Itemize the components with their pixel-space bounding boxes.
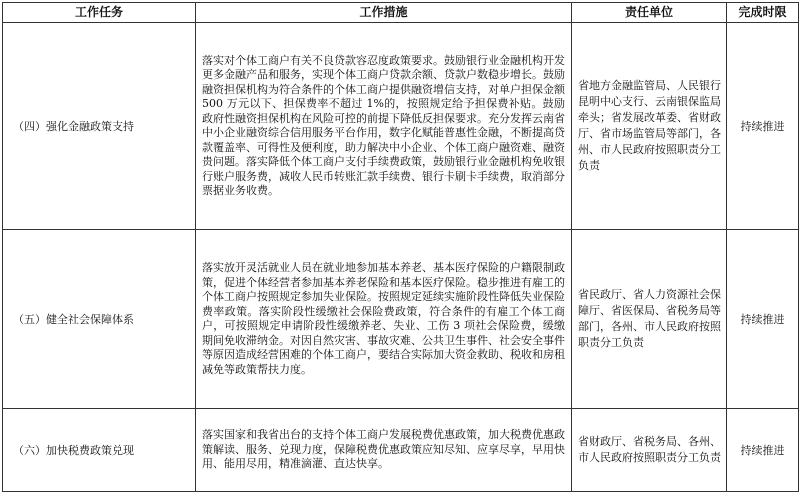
header-unit: 责任单位 <box>572 3 727 23</box>
policy-table-container <box>2 2 798 492</box>
measure-cell: 落实放开灵活就业人员在就业地参加基本养老、基本医疗保险的户籍限制政策，促进个体经营者参加基本养老保险和基本医疗保险。稳步推进有雇工的个体工商户按照规定参加失业保险。按照规定延续实施阶段性降低失业保险费率政策。落实阶段性缓缴社会保险费政策，符合条件的有雇工个体工商户，可按照规定申请阶段性缓缴养老、失业、工伤 3 项社会保险费，缓缴期间免收滞纳金。对因自然灾害、事故灾难、公共卫生事件、社会安全事件等原因造成经营困难的个体工商户，要结合实际加大资金救助、税收和房租减免等政策帮扶力度。 <box>196 230 572 409</box>
measure-cell: 落实国家和我省出台的支持个体工商户发展税费优惠政策，加大税费优惠政策解读、服务、兑现力度，保障税费优惠政策应知尽知、应享尽享，早用快用、能用尽用，精准滴灌、直达快享。 <box>196 409 572 492</box>
task-cell: （四）强化金融政策支持 <box>3 23 196 230</box>
deadline-cell: 持续推进 <box>727 23 799 230</box>
task-cell: （五）健全社会保障体系 <box>3 230 196 409</box>
table-row <box>3 409 799 492</box>
header-task: 工作任务 <box>3 3 196 23</box>
deadline-cell: 持续推进 <box>727 230 799 409</box>
responsible-unit-cell: 省财政厅、省税务局、各州、市人民政府按照职责分工负责 <box>572 409 727 492</box>
policy-table <box>2 2 799 492</box>
table-row <box>3 230 799 409</box>
header-deadline: 完成时限 <box>727 3 799 23</box>
deadline-cell: 持续推进 <box>727 409 799 492</box>
responsible-unit-cell: 省地方金融监管局、人民银行昆明中心支行、云南银保监局牵头；省发展改革委、省财政厅、省市场监管局等部门，各州、市人民政府按照职责分工负责 <box>572 23 727 230</box>
responsible-unit-cell: 省民政厅、省人力资源社会保障厅、省医保局、省税务局等部门，各州、市人民政府按照职责分工负责 <box>572 230 727 409</box>
table-row <box>3 23 799 230</box>
measure-cell: 落实对个体工商户有关不良贷款容忍度政策要求。鼓励银行业金融机构开发更多金融产品和服务，实现个体工商户贷款余额、贷款户数稳步增长。鼓励融资担保机构为符合条件的个体工商户提供融资增信支持，对单户担保金额 500 万元以下、担保费率不超过 1%的，按照规定给予担保费补贴。鼓励政府性融资担保机构在风险可控的前提下降低反担保要求。充分发挥云南省中小企业融资综合信用服务平台作用，数字化赋能普惠性金融，不断提高贷款覆盖率、可得性及便利度，助力解决中小企业、个体工商户融资难、融资贵问题。落实降低个体工商户支付手续费政策，鼓励银行业金融机构免收银行账户服务费，减收人民币转账汇款手续费、银行卡刷卡手续费，取消部分票据业务收费。 <box>196 23 572 230</box>
table-header-row <box>3 3 799 23</box>
task-cell: （六）加快税费政策兑现 <box>3 409 196 492</box>
header-measure: 工作措施 <box>196 3 572 23</box>
